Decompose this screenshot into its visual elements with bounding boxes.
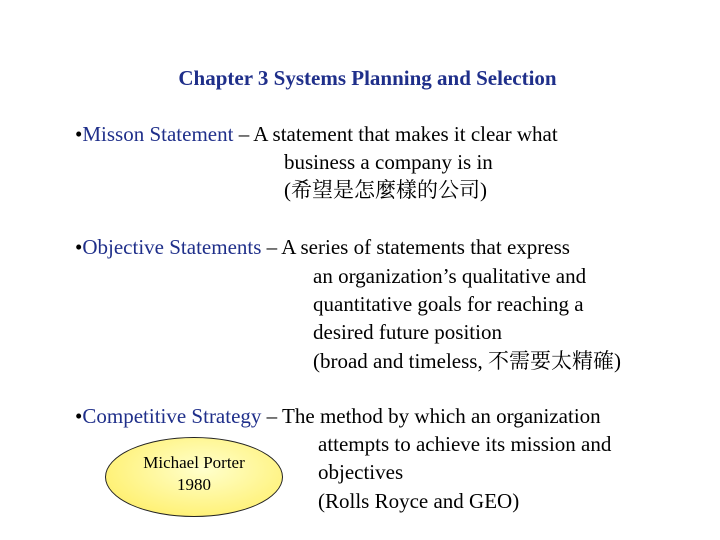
mission-line: A statement that makes it clear what bbox=[253, 122, 558, 146]
objective-line: (broad and timeless, 不需要太精確) bbox=[313, 349, 621, 373]
objective-term: Objective Statements bbox=[82, 235, 262, 259]
strategy-term: Competitive Strategy bbox=[82, 404, 262, 428]
mission-line: (希望是怎麼樣的公司) bbox=[284, 178, 487, 202]
callout-name: Michael Porter bbox=[143, 453, 245, 472]
strategy-first-line bbox=[75, 402, 601, 431]
objective-line: A series of statements that express bbox=[281, 235, 570, 259]
mission-line: business a company is in bbox=[284, 150, 493, 174]
strategy-line: attempts to achieve its mission and bbox=[318, 432, 612, 456]
dash: – bbox=[261, 235, 282, 259]
bullet: • bbox=[75, 404, 83, 428]
strategy-line: objectives bbox=[318, 460, 404, 484]
mission-term: Misson Statement bbox=[82, 122, 234, 146]
callout-year: 1980 bbox=[177, 475, 211, 494]
dash: – bbox=[233, 122, 254, 146]
strategy-line: (Rolls Royce and GEO) bbox=[318, 489, 520, 513]
bullet: • bbox=[75, 235, 83, 259]
dash: – bbox=[261, 404, 283, 428]
objective-first-line bbox=[75, 233, 570, 262]
objective-line: desired future position bbox=[313, 320, 502, 344]
bullet: • bbox=[75, 122, 83, 146]
strategy-line: The method by which an organization bbox=[282, 404, 601, 428]
ellipse-label bbox=[105, 452, 283, 496]
slide-title: Chapter 3 Systems Planning and Selection bbox=[178, 66, 557, 90]
objective-line: an organization’s qualitative and bbox=[313, 264, 587, 288]
mission-first-line bbox=[75, 120, 558, 149]
objective-line: quantitative goals for reaching a bbox=[313, 292, 584, 316]
